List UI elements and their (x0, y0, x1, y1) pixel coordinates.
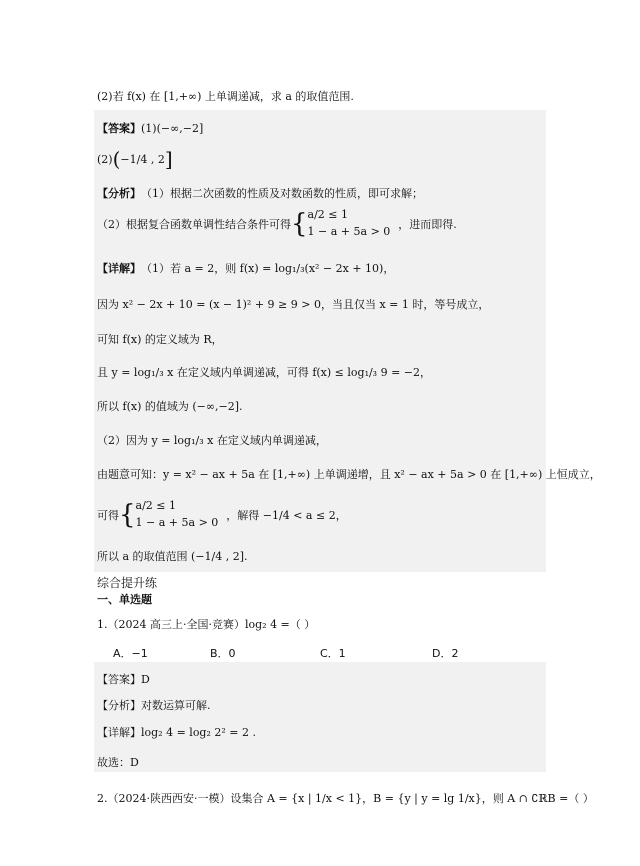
detail-label: 【详解】 (97, 262, 141, 275)
answer-1-value: (1)(−∞,−2] (141, 121, 204, 135)
analysis-text-1: （1）根据二次函数的性质及对数函数的性质，即可求解； (141, 187, 423, 200)
detail-line-8: 可得 { a/2 ≤ 1 1 − a + 5a > 0 ，解得 −1/4 < a ≤ 2， (97, 499, 347, 530)
option-b: B．0 (210, 647, 236, 660)
analysis-label: 【分析】 (97, 187, 141, 200)
option-c: C．1 (320, 647, 346, 660)
analysis-suffix: ，进而即得. (398, 217, 457, 231)
analysis-line-1 (97, 185, 423, 201)
question-1-stem: 1.（2024 高三上·全国·竞赛）log₂ 4 =（ ） (97, 618, 316, 631)
question-1-choice: 故选：D (97, 756, 139, 769)
detail-text-7: 由题意可知：y = x² − ax + 5a 在 [1,+∞) 上单调递增，且 x² − ax + 5a > 0 在 [1,+∞) 上恒成立， (97, 468, 601, 481)
analysis-text-2: （2）根据复合函数单调性结合条件可得 (97, 217, 291, 231)
detail-condition-2: 1 − a + 5a > 0 (135, 515, 219, 529)
detail-condition-1: a/2 ≤ 1 (135, 499, 177, 512)
question-1-detail: 【详解】log₂ 4 = log₂ 2² = 2 . (97, 726, 256, 739)
answer-2-prefix: (2) (97, 152, 113, 166)
detail-text-2: 因为 x² − 2x + 10 = (x − 1)² + 9 ≥ 9 > 0，当且仅当 x = 1 时，等号成立， (97, 298, 490, 311)
question-1-answer: 【答案】D (97, 673, 150, 686)
solution-box-2 (94, 662, 546, 772)
analysis-line-2: （2）根据复合函数单调性结合条件可得 { a/2 ≤ 1 1 − a + 5a > 0 ，进而即得. (97, 208, 457, 239)
question-1-analysis: 【分析】对数运算可解. (97, 699, 211, 712)
analysis-condition-2: 1 − a + 5a > 0 (307, 224, 391, 238)
answer-label: 【答案】 (97, 122, 141, 135)
answer-2-interval: −1/4 , 2 (120, 152, 165, 166)
answer-line-2: (2) ( −1/4 , 2 ] (97, 147, 173, 171)
detail-text-9: 所以 a 的取值范围 (−1/4 , 2]. (97, 550, 248, 563)
detail-text-4: 且 y = log₁/₃ x 在定义域内单调递减，可得 f(x) ≤ log₁/₃ 9 = −2， (97, 366, 432, 379)
detail-text-8: 可得 (97, 508, 119, 522)
detail-text-5: 所以 f(x) 的值域为 (−∞,−2]. (97, 400, 243, 413)
option-d: D．2 (432, 647, 459, 660)
detail-text-3: 可知 f(x) 的定义域为 R， (97, 333, 223, 346)
analysis-condition-1: a/2 ≤ 1 (307, 208, 349, 221)
detail-text-1: （1）若 a = 2，则 f(x) = log₁/₃(x² − 2x + 10)， (141, 262, 395, 275)
detail-line-1 (97, 260, 394, 276)
detail-text-6: （2）因为 y = log₁/₃ x 在定义域内单调递减， (97, 434, 327, 447)
answer-line-1 (97, 120, 203, 136)
subsection-title: 一、单选题 (97, 593, 152, 606)
question-2-prompt: (2)若 f(x) 在 [1,+∞) 上单调递减，求 a 的取值范围. (97, 90, 354, 103)
detail-suffix: ，解得 −1/4 < a ≤ 2， (226, 508, 347, 522)
question-2-stem: 2.（2024·陕西西安·一模）设集合 A = {x | 1/x < 1}，B = {y | y = lg 1/x}，则 A ∩ ∁ℝB =（ ） (97, 792, 594, 805)
section-title: 综合提升练 (97, 576, 158, 590)
option-a: A．−1 (113, 647, 148, 660)
